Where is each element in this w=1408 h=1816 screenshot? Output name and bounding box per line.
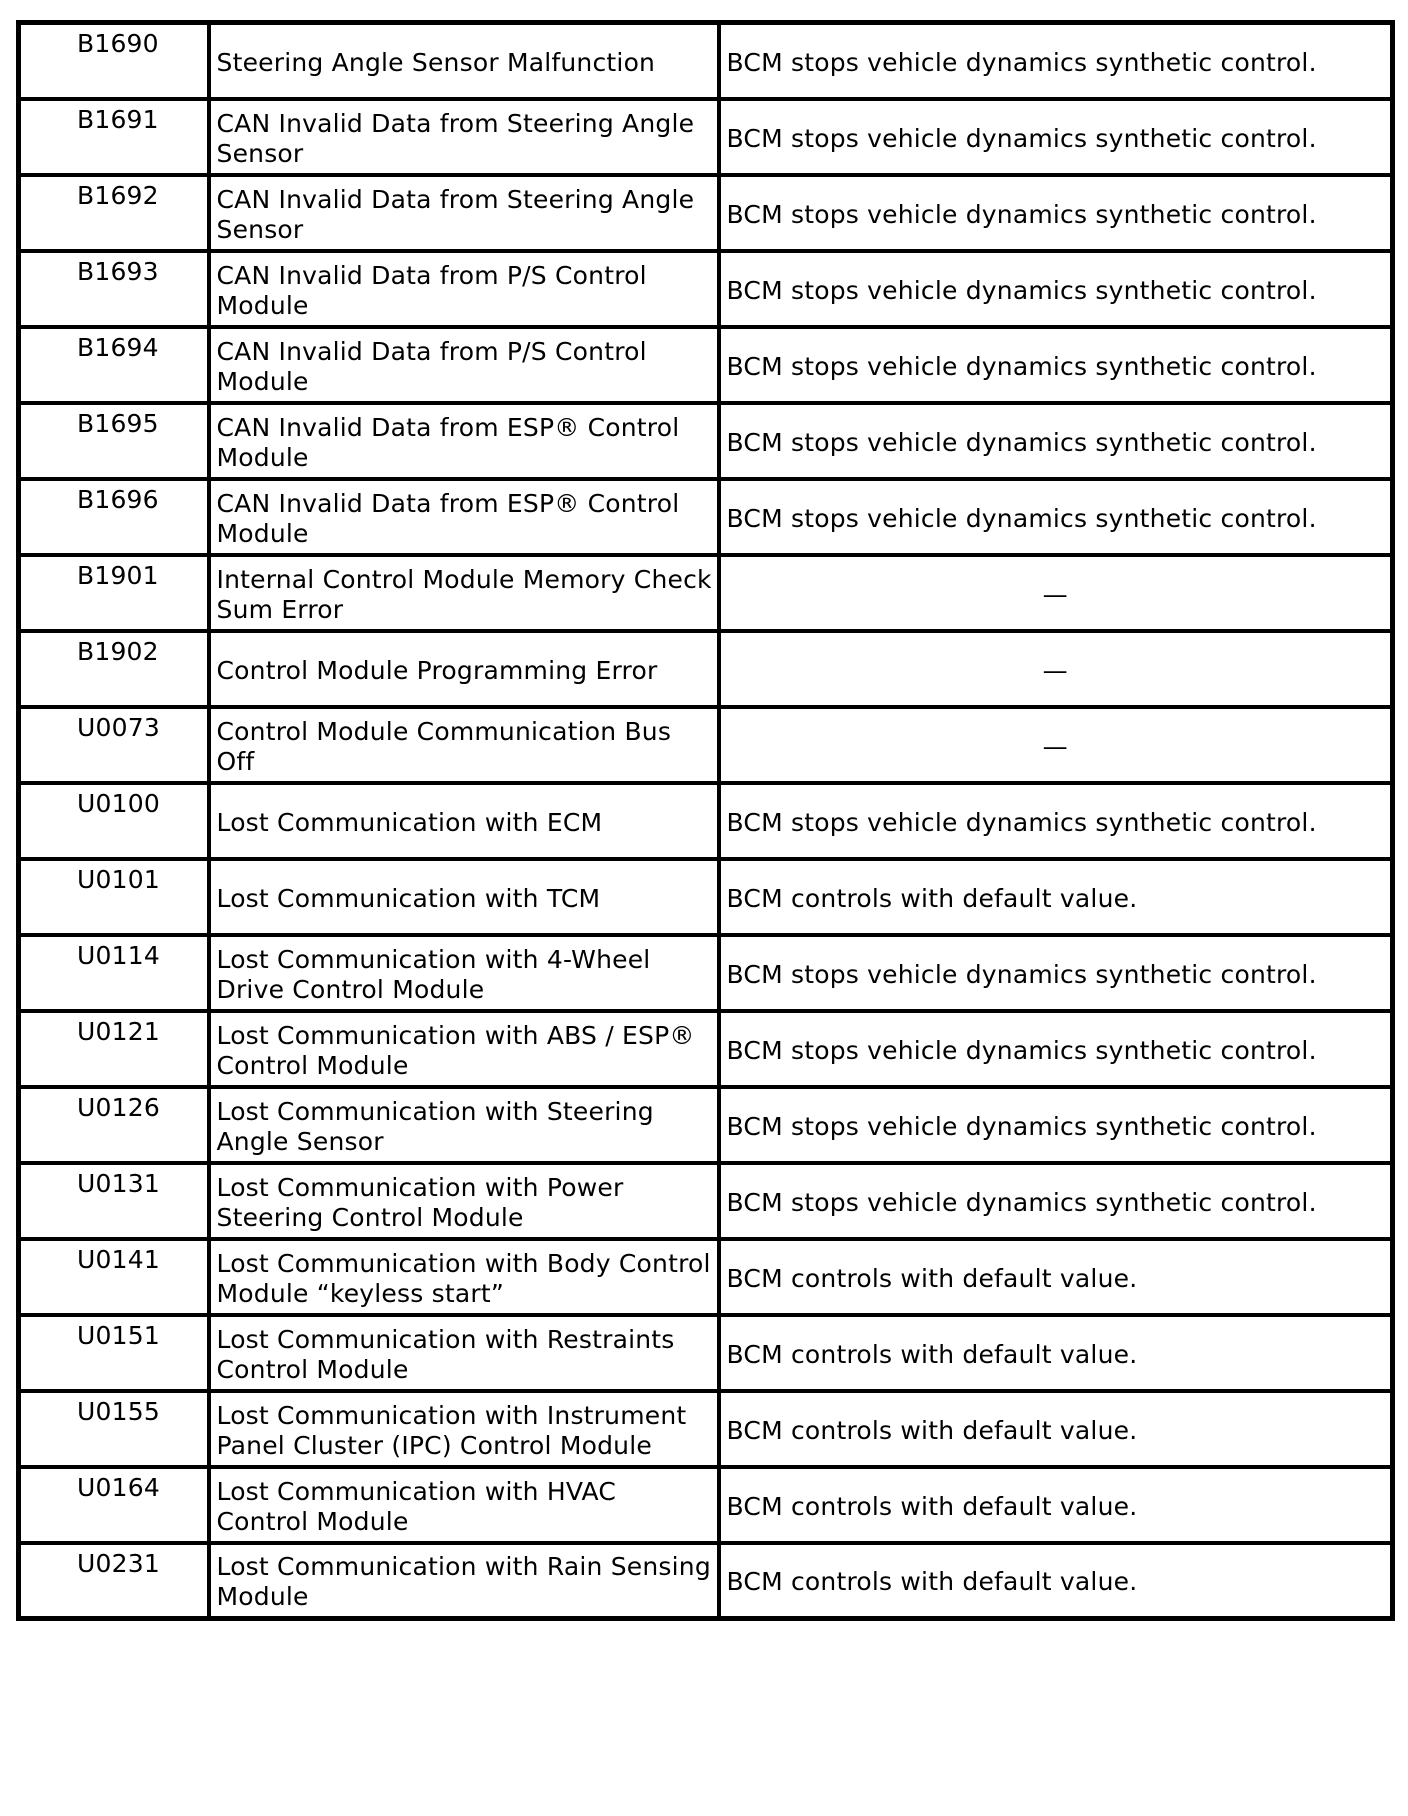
dtc-action: BCM stops vehicle dynamics synthetic control. (719, 99, 1393, 175)
table-row (19, 479, 1393, 555)
dtc-code: B1902 (19, 631, 209, 707)
dtc-code: U0164 (19, 1467, 209, 1543)
dtc-code: U0151 (19, 1315, 209, 1391)
dtc-code: B1695 (19, 403, 209, 479)
dtc-code: U0100 (19, 783, 209, 859)
dtc-description: Lost Communication with ECM (209, 783, 719, 859)
dtc-description: Lost Communication with ABS / ESP® Control Module (209, 1011, 719, 1087)
table-row (19, 1239, 1393, 1315)
dtc-description: Steering Angle Sensor Malfunction (209, 23, 719, 99)
dtc-code: U0141 (19, 1239, 209, 1315)
dtc-action: BCM controls with default value. (719, 859, 1393, 935)
table-row (19, 555, 1393, 631)
dtc-code: U0231 (19, 1543, 209, 1619)
dtc-table (16, 20, 1395, 1621)
table-row (19, 859, 1393, 935)
dtc-action: BCM stops vehicle dynamics synthetic control. (719, 403, 1393, 479)
table-row (19, 175, 1393, 251)
dtc-code: U0155 (19, 1391, 209, 1467)
dtc-description: Lost Communication with Power Steering Control Module (209, 1163, 719, 1239)
dtc-description: Lost Communication with Rain Sensing Module (209, 1543, 719, 1619)
dtc-description: Internal Control Module Memory Check Sum Error (209, 555, 719, 631)
table-row (19, 1011, 1393, 1087)
dtc-code: B1694 (19, 327, 209, 403)
dtc-code: U0073 (19, 707, 209, 783)
dtc-action: BCM stops vehicle dynamics synthetic control. (719, 327, 1393, 403)
dtc-code: B1696 (19, 479, 209, 555)
dtc-description: Lost Communication with TCM (209, 859, 719, 935)
dtc-code: U0114 (19, 935, 209, 1011)
dtc-code: B1691 (19, 99, 209, 175)
dtc-code: B1901 (19, 555, 209, 631)
table-row (19, 1163, 1393, 1239)
dtc-code: B1693 (19, 251, 209, 327)
dtc-code: U0121 (19, 1011, 209, 1087)
dtc-code: U0131 (19, 1163, 209, 1239)
dtc-code: B1690 (19, 23, 209, 99)
dtc-description: Lost Communication with Instrument Panel Cluster (IPC) Control Module (209, 1391, 719, 1467)
table-row (19, 935, 1393, 1011)
dtc-action: BCM controls with default value. (719, 1315, 1393, 1391)
dtc-action: BCM stops vehicle dynamics synthetic control. (719, 175, 1393, 251)
dtc-action: BCM stops vehicle dynamics synthetic control. (719, 479, 1393, 555)
dtc-code: U0126 (19, 1087, 209, 1163)
table-row (19, 707, 1393, 783)
dtc-description: CAN Invalid Data from P/S Control Module (209, 327, 719, 403)
dtc-code: B1692 (19, 175, 209, 251)
dtc-description: Lost Communication with HVAC Control Module (209, 1467, 719, 1543)
dtc-description: Control Module Programming Error (209, 631, 719, 707)
table-row (19, 1315, 1393, 1391)
dtc-action: BCM stops vehicle dynamics synthetic control. (719, 23, 1393, 99)
dtc-action: — (719, 555, 1393, 631)
dtc-description: CAN Invalid Data from ESP® Control Module (209, 403, 719, 479)
dtc-action: BCM controls with default value. (719, 1391, 1393, 1467)
dtc-action: BCM controls with default value. (719, 1543, 1393, 1619)
table-row (19, 1391, 1393, 1467)
dtc-description: CAN Invalid Data from P/S Control Module (209, 251, 719, 327)
dtc-action: BCM stops vehicle dynamics synthetic control. (719, 935, 1393, 1011)
dtc-action: — (719, 707, 1393, 783)
dtc-action: BCM stops vehicle dynamics synthetic control. (719, 783, 1393, 859)
table-row (19, 1087, 1393, 1163)
dtc-description: Lost Communication with Body Control Module “keyless start” (209, 1239, 719, 1315)
dtc-action: BCM stops vehicle dynamics synthetic control. (719, 251, 1393, 327)
table-row (19, 1543, 1393, 1619)
dtc-action: BCM controls with default value. (719, 1239, 1393, 1315)
dtc-description: Lost Communication with Steering Angle Sensor (209, 1087, 719, 1163)
table-row (19, 631, 1393, 707)
dtc-action: BCM stops vehicle dynamics synthetic control. (719, 1163, 1393, 1239)
table-row (19, 327, 1393, 403)
dtc-action: BCM stops vehicle dynamics synthetic control. (719, 1087, 1393, 1163)
dtc-code: U0101 (19, 859, 209, 935)
dtc-description: Lost Communication with Restraints Control Module (209, 1315, 719, 1391)
table-row (19, 403, 1393, 479)
dtc-description: CAN Invalid Data from ESP® Control Module (209, 479, 719, 555)
dtc-action: BCM stops vehicle dynamics synthetic control. (719, 1011, 1393, 1087)
dtc-description: Control Module Communication Bus Off (209, 707, 719, 783)
table-row (19, 23, 1393, 99)
dtc-action: — (719, 631, 1393, 707)
dtc-description: CAN Invalid Data from Steering Angle Sensor (209, 99, 719, 175)
dtc-action: BCM controls with default value. (719, 1467, 1393, 1543)
table-row (19, 251, 1393, 327)
dtc-description: Lost Communication with 4-Wheel Drive Control Module (209, 935, 719, 1011)
table-row (19, 99, 1393, 175)
table-row (19, 783, 1393, 859)
table-row (19, 1467, 1393, 1543)
dtc-description: CAN Invalid Data from Steering Angle Sensor (209, 175, 719, 251)
dtc-table-body (19, 23, 1393, 1619)
